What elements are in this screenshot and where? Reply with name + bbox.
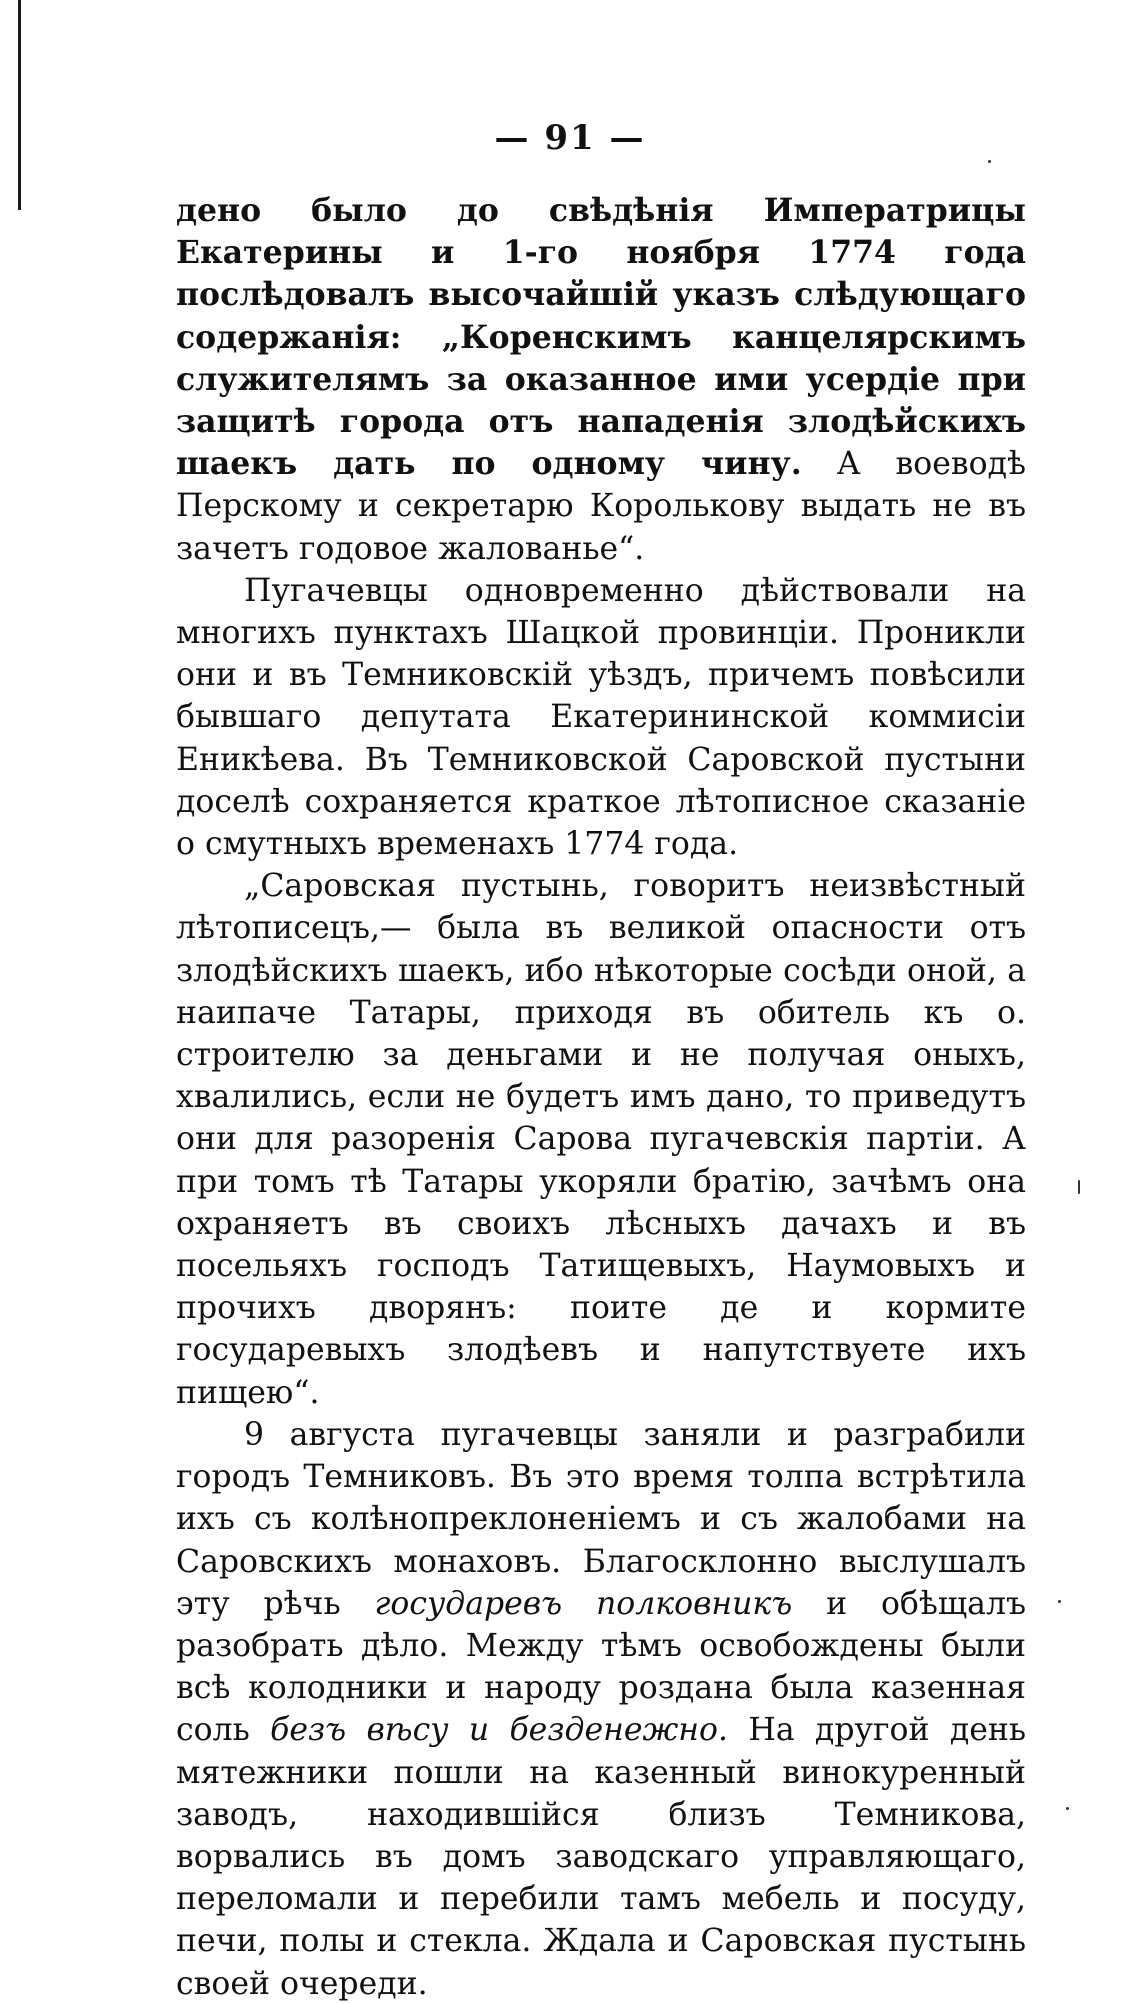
scan-speck xyxy=(1058,1600,1061,1603)
scan-speck xyxy=(1078,1180,1080,1194)
paragraph-4-italic-1: государевъ полковникъ xyxy=(374,1585,793,1622)
paragraph-4-part-1: 9 августа пугачевцы заняли и разграбили городъ Темниковъ. Въ это время толпа встрѣтила ихъ съ колѣнопреклоненіемъ и съ жалобами на Саровскихъ монаховъ. Благосклонно выслушалъ эту рѣчь xyxy=(176,1416,1026,1622)
paragraph-3: „Саровская пустынь, говоритъ неизвѣстный лѣтописецъ,— была въ великой опасности отъ злодѣйскихъ шаекъ, ибо нѣкоторые сосѣди оной, а наипаче Татары, приходя въ обитель къ о. строителю за деньгами и не получая оныхъ, хвалились, если не будетъ имъ дано, то приведутъ они для разоренія Сарова пугачевскія партіи. А при томъ тѣ Татары укоряли братію, зачѣмъ она охраняетъ въ своихъ лѣсныхъ дачахъ и въ посельяхъ господъ Татищевыхъ, Наумовыхъ и прочихъ дворянъ: поите де и кормите государевыхъ злодѣевъ и напутствуете ихъ пищею“. xyxy=(176,868,1026,1411)
paragraph-1-rest: А воеводѣ Перскому и секретарю Королькову выдать не въ зачетъ годовое жалованье“. xyxy=(176,446,1026,567)
body-text xyxy=(176,190,1026,2005)
paragraph-1 xyxy=(176,190,1026,570)
paragraph-2: Пугачевцы одновременно дѣйствовали на многихъ пунктахъ Шацкой провинціи. Проникли они и въ Темниковскій уѣздъ, причемъ повѣсили бывшаго депутата Екатерининской коммисіи Еникѣева. Въ Темниковской Саровской пустыни доселѣ сохраняется краткое лѣтописное сказаніе о смутныхъ временахъ 1774 года. xyxy=(176,572,1026,863)
paragraph-4-part-3: На другой день мятежники пошли на казенный винокуренный заводъ, находившійся близъ Темникова, ворвались въ домъ заводскаго управляющаго, переломали и перебили тамъ мебель и посуду, печи, полы и стекла. Ждала и Саровская пустынь своей очереди. xyxy=(176,1712,1026,2002)
paragraph-1-lead: дено было до свѣдѣнія Императрицы Екатерины и 1-го ноября 1774 года послѣдовалъ высочайшій указъ слѣдующаго содержанія: „Коренскимъ канцелярскимъ служителямъ за оказанное ими усердіе при защитѣ города отъ нападенія злодѣйскихъ шаекъ дать по одному чину. xyxy=(176,192,1026,483)
scan-speck xyxy=(988,160,991,163)
page-edge-line xyxy=(18,0,21,210)
page-number: — 91 — xyxy=(494,118,646,158)
paragraph-4-italic-2: безъ вѣсу и безденежно. xyxy=(270,1712,729,1749)
paragraph-4-part-2: и обѣщалъ разобрать дѣло. Между тѣмъ освобождены были всѣ колодники и народу роздана была казенная соль xyxy=(176,1585,1026,1749)
scan-speck xyxy=(1066,1807,1069,1810)
paragraph-4 xyxy=(176,1414,1026,2005)
